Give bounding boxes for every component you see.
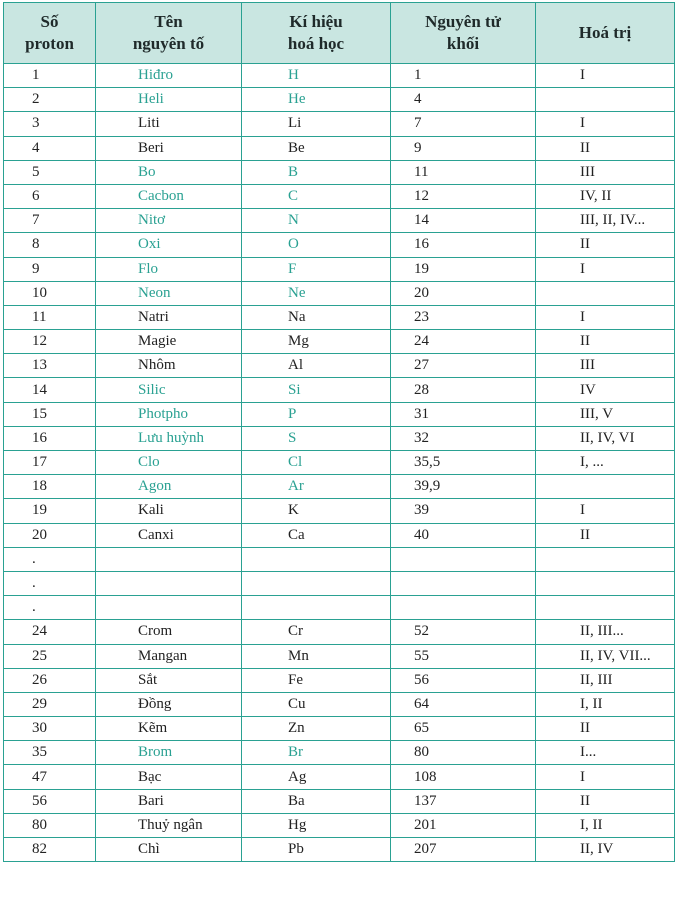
table-row	[4, 305, 675, 329]
element-name-cell: Nhôm	[96, 354, 242, 378]
atomic-mass-cell: 32	[391, 426, 536, 450]
symbol-cell: Br	[242, 741, 391, 765]
symbol-cell: Hg	[242, 813, 391, 837]
table-row	[4, 499, 675, 523]
proton-cell: 18	[4, 475, 96, 499]
atomic-mass-cell: 65	[391, 717, 536, 741]
header-atomic-mass: Nguyên tử khối	[391, 3, 536, 64]
symbol-cell: S	[242, 426, 391, 450]
element-name-cell: Nitơ	[96, 209, 242, 233]
valence-cell: I	[536, 765, 675, 789]
symbol-cell: Cl	[242, 451, 391, 475]
element-name-cell: Magie	[96, 330, 242, 354]
valence-cell	[536, 571, 675, 595]
table-row	[4, 160, 675, 184]
element-table	[3, 2, 675, 862]
symbol-cell: Mg	[242, 330, 391, 354]
proton-cell: .	[4, 547, 96, 571]
element-name-cell: Flo	[96, 257, 242, 281]
table-row	[4, 765, 675, 789]
valence-cell: II	[536, 717, 675, 741]
valence-cell: I	[536, 305, 675, 329]
symbol-cell: F	[242, 257, 391, 281]
element-name-cell: Natri	[96, 305, 242, 329]
atomic-mass-cell: 39	[391, 499, 536, 523]
proton-cell: 30	[4, 717, 96, 741]
symbol-cell	[242, 571, 391, 595]
element-name-cell: Thuỷ ngân	[96, 813, 242, 837]
valence-cell: I	[536, 499, 675, 523]
valence-cell: I	[536, 64, 675, 88]
symbol-cell: C	[242, 184, 391, 208]
element-name-cell: Crom	[96, 620, 242, 644]
element-name-cell: Sắt	[96, 668, 242, 692]
symbol-cell: H	[242, 64, 391, 88]
element-name-cell: Bari	[96, 789, 242, 813]
element-name-cell: Mangan	[96, 644, 242, 668]
valence-cell: II, III...	[536, 620, 675, 644]
valence-cell	[536, 88, 675, 112]
symbol-cell: N	[242, 209, 391, 233]
table-row	[4, 571, 675, 595]
atomic-mass-cell: 20	[391, 281, 536, 305]
element-name-cell	[96, 547, 242, 571]
atomic-mass-cell: 1	[391, 64, 536, 88]
element-name-cell: Clo	[96, 451, 242, 475]
atomic-mass-cell: 108	[391, 765, 536, 789]
table-row	[4, 451, 675, 475]
atomic-mass-cell: 31	[391, 402, 536, 426]
valence-cell: III	[536, 354, 675, 378]
atomic-mass-cell	[391, 571, 536, 595]
atomic-mass-cell: 24	[391, 330, 536, 354]
symbol-cell: Mn	[242, 644, 391, 668]
symbol-cell: Fe	[242, 668, 391, 692]
element-name-cell: Chì	[96, 838, 242, 862]
valence-cell	[536, 475, 675, 499]
element-name-cell	[96, 571, 242, 595]
symbol-cell	[242, 547, 391, 571]
proton-cell: 24	[4, 620, 96, 644]
element-name-cell: Canxi	[96, 523, 242, 547]
valence-cell: I	[536, 257, 675, 281]
valence-cell: II, IV	[536, 838, 675, 862]
symbol-cell: Al	[242, 354, 391, 378]
valence-cell: I, ...	[536, 451, 675, 475]
symbol-cell: Cr	[242, 620, 391, 644]
proton-cell: 26	[4, 668, 96, 692]
proton-cell: 3	[4, 112, 96, 136]
proton-cell: 19	[4, 499, 96, 523]
proton-cell: 20	[4, 523, 96, 547]
element-name-cell	[96, 596, 242, 620]
atomic-mass-cell: 55	[391, 644, 536, 668]
proton-cell: 2	[4, 88, 96, 112]
atomic-mass-cell: 52	[391, 620, 536, 644]
proton-cell: 29	[4, 692, 96, 716]
proton-cell: 4	[4, 136, 96, 160]
symbol-cell: O	[242, 233, 391, 257]
proton-cell: 56	[4, 789, 96, 813]
table-row	[4, 378, 675, 402]
symbol-cell: Li	[242, 112, 391, 136]
symbol-cell: Ca	[242, 523, 391, 547]
atomic-mass-cell: 35,5	[391, 451, 536, 475]
atomic-mass-cell: 64	[391, 692, 536, 716]
valence-cell: II	[536, 789, 675, 813]
proton-cell: 47	[4, 765, 96, 789]
proton-cell: 8	[4, 233, 96, 257]
symbol-cell: He	[242, 88, 391, 112]
proton-cell: 9	[4, 257, 96, 281]
symbol-cell	[242, 596, 391, 620]
table-row	[4, 233, 675, 257]
atomic-mass-cell: 19	[391, 257, 536, 281]
table-row	[4, 789, 675, 813]
element-name-cell: Brom	[96, 741, 242, 765]
valence-cell: III	[536, 160, 675, 184]
table-row	[4, 402, 675, 426]
atomic-mass-cell: 201	[391, 813, 536, 837]
symbol-cell: Ba	[242, 789, 391, 813]
element-name-cell: Heli	[96, 88, 242, 112]
header-chemical-symbol: Kí hiệu hoá học	[242, 3, 391, 64]
symbol-cell: Si	[242, 378, 391, 402]
atomic-mass-cell: 137	[391, 789, 536, 813]
element-name-cell: Photpho	[96, 402, 242, 426]
atomic-mass-cell: 4	[391, 88, 536, 112]
table-body	[4, 64, 675, 862]
header-proton-count: Số proton	[4, 3, 96, 64]
symbol-cell: Cu	[242, 692, 391, 716]
table-header-row	[4, 3, 675, 64]
proton-cell: 35	[4, 741, 96, 765]
valence-cell: III, II, IV...	[536, 209, 675, 233]
atomic-mass-cell: 39,9	[391, 475, 536, 499]
atomic-mass-cell: 12	[391, 184, 536, 208]
table-row	[4, 668, 675, 692]
proton-cell: .	[4, 571, 96, 595]
table-row	[4, 136, 675, 160]
valence-cell: II	[536, 233, 675, 257]
atomic-mass-cell: 16	[391, 233, 536, 257]
table-row	[4, 184, 675, 208]
element-name-cell: Neon	[96, 281, 242, 305]
valence-cell: II	[536, 523, 675, 547]
atomic-mass-cell: 11	[391, 160, 536, 184]
element-name-cell: Silic	[96, 378, 242, 402]
atomic-mass-cell: 27	[391, 354, 536, 378]
symbol-cell: Be	[242, 136, 391, 160]
symbol-cell: P	[242, 402, 391, 426]
element-name-cell: Liti	[96, 112, 242, 136]
element-name-cell: Beri	[96, 136, 242, 160]
symbol-cell: Ar	[242, 475, 391, 499]
atomic-mass-cell: 56	[391, 668, 536, 692]
element-name-cell: Kali	[96, 499, 242, 523]
atomic-mass-cell: 207	[391, 838, 536, 862]
element-name-cell: Kẽm	[96, 717, 242, 741]
table-row	[4, 741, 675, 765]
proton-cell: 5	[4, 160, 96, 184]
table-row	[4, 523, 675, 547]
element-table-container	[3, 2, 674, 862]
proton-cell: 15	[4, 402, 96, 426]
element-name-cell: Cacbon	[96, 184, 242, 208]
symbol-cell: Ag	[242, 765, 391, 789]
valence-cell: II	[536, 330, 675, 354]
proton-cell: 10	[4, 281, 96, 305]
valence-cell: III, V	[536, 402, 675, 426]
table-row	[4, 547, 675, 571]
valence-cell: II, III	[536, 668, 675, 692]
symbol-cell: B	[242, 160, 391, 184]
element-name-cell: Bo	[96, 160, 242, 184]
table-row	[4, 209, 675, 233]
atomic-mass-cell: 23	[391, 305, 536, 329]
valence-cell: I, II	[536, 692, 675, 716]
table-row	[4, 717, 675, 741]
table-row	[4, 354, 675, 378]
valence-cell: II	[536, 136, 675, 160]
atomic-mass-cell: 28	[391, 378, 536, 402]
table-row	[4, 475, 675, 499]
header-element-name: Tên nguyên tố	[96, 3, 242, 64]
atomic-mass-cell: 7	[391, 112, 536, 136]
atomic-mass-cell: 9	[391, 136, 536, 160]
table-row	[4, 838, 675, 862]
proton-cell: 17	[4, 451, 96, 475]
element-name-cell: Đồng	[96, 692, 242, 716]
table-row	[4, 112, 675, 136]
valence-cell	[536, 547, 675, 571]
valence-cell: II, IV, VI	[536, 426, 675, 450]
symbol-cell: Zn	[242, 717, 391, 741]
proton-cell: 12	[4, 330, 96, 354]
table-row	[4, 692, 675, 716]
proton-cell: 16	[4, 426, 96, 450]
symbol-cell: Ne	[242, 281, 391, 305]
valence-cell	[536, 281, 675, 305]
proton-cell: 80	[4, 813, 96, 837]
proton-cell: 7	[4, 209, 96, 233]
element-name-cell: Agon	[96, 475, 242, 499]
proton-cell: 6	[4, 184, 96, 208]
valence-cell: IV	[536, 378, 675, 402]
table-row	[4, 644, 675, 668]
header-valence: Hoá trị	[536, 3, 675, 64]
table-row	[4, 426, 675, 450]
element-name-cell: Lưu huỳnh	[96, 426, 242, 450]
proton-cell: 11	[4, 305, 96, 329]
valence-cell: IV, II	[536, 184, 675, 208]
table-row	[4, 330, 675, 354]
valence-cell: I	[536, 112, 675, 136]
proton-cell: 13	[4, 354, 96, 378]
proton-cell: 1	[4, 64, 96, 88]
table-row	[4, 64, 675, 88]
proton-cell: .	[4, 596, 96, 620]
atomic-mass-cell: 14	[391, 209, 536, 233]
table-row	[4, 257, 675, 281]
valence-cell	[536, 596, 675, 620]
atomic-mass-cell	[391, 596, 536, 620]
element-name-cell: Hiđro	[96, 64, 242, 88]
table-row	[4, 88, 675, 112]
element-name-cell: Bạc	[96, 765, 242, 789]
element-name-cell: Oxi	[96, 233, 242, 257]
proton-cell: 82	[4, 838, 96, 862]
atomic-mass-cell: 80	[391, 741, 536, 765]
symbol-cell: Pb	[242, 838, 391, 862]
table-row	[4, 813, 675, 837]
table-row	[4, 620, 675, 644]
valence-cell: I...	[536, 741, 675, 765]
table-row	[4, 596, 675, 620]
atomic-mass-cell	[391, 547, 536, 571]
proton-cell: 25	[4, 644, 96, 668]
proton-cell: 14	[4, 378, 96, 402]
table-row	[4, 281, 675, 305]
valence-cell: II, IV, VII...	[536, 644, 675, 668]
atomic-mass-cell: 40	[391, 523, 536, 547]
symbol-cell: K	[242, 499, 391, 523]
valence-cell: I, II	[536, 813, 675, 837]
symbol-cell: Na	[242, 305, 391, 329]
